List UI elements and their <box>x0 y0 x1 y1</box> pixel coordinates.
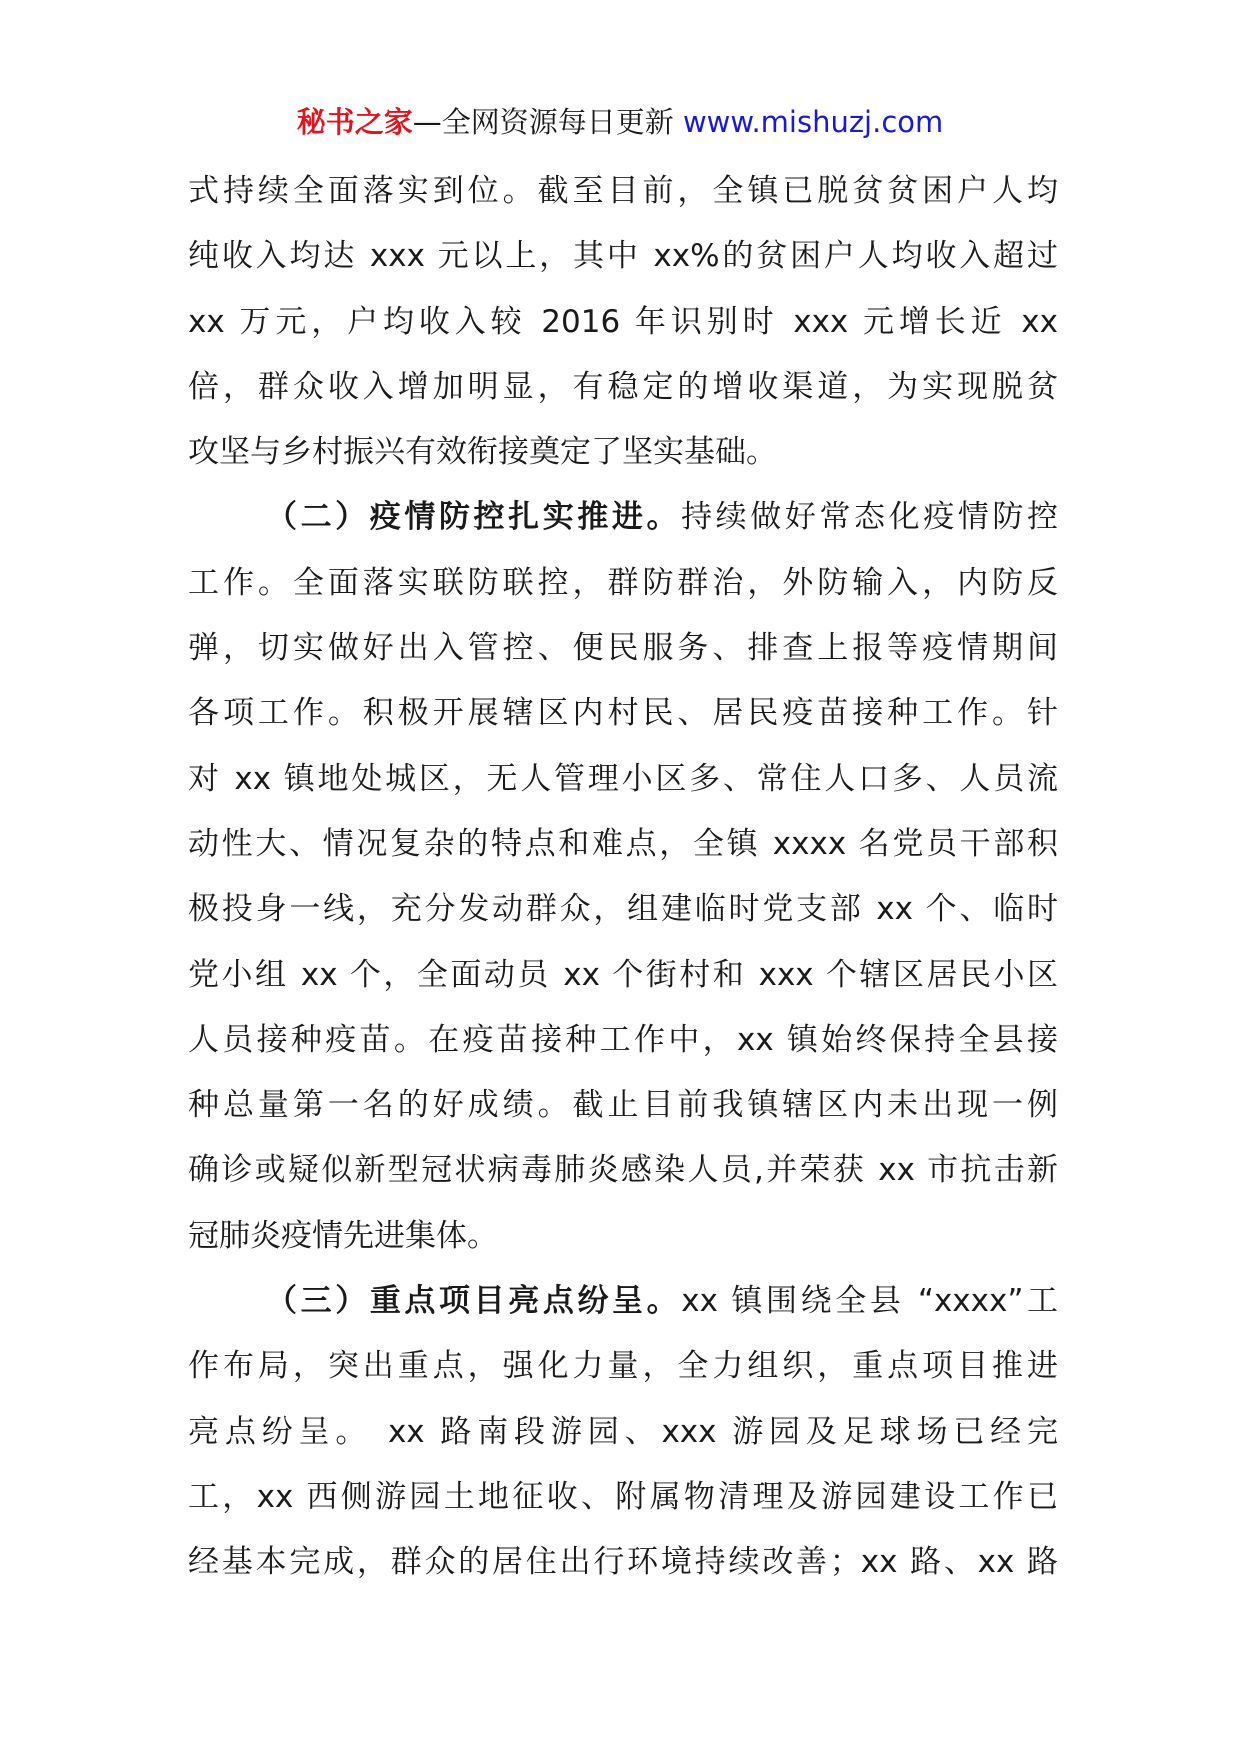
text-line <box>188 1073 1058 1138</box>
text-line <box>188 420 1058 485</box>
document-body <box>188 159 1058 1596</box>
line-text: 工作。全面落实联防联控，群防群治，外防输入，内防反 <box>188 564 1058 601</box>
text-line <box>188 747 1058 812</box>
text-line <box>188 1400 1058 1465</box>
section-heading: （二）疫情防控扎实推进。 <box>266 499 682 536</box>
line-text: 纯收入均达 xxx 元以上，其中 xx%的贫困户人均收入超过 <box>188 238 1058 275</box>
line-text: 种总量第一名的好成绩。截止目前我镇辖区内未出现一例 <box>188 1087 1058 1124</box>
line-text: 冠肺炎疫情先进集体。 <box>188 1217 498 1254</box>
text-line <box>188 1008 1058 1073</box>
text-line <box>188 1465 1058 1530</box>
text-line <box>188 224 1058 289</box>
text-line <box>188 355 1058 420</box>
site-header <box>0 100 1240 144</box>
line-text: 确诊或疑似新型冠状病毒肺炎感染人员,并荣获 xx 市抗击新 <box>188 1152 1058 1189</box>
line-text: 弹，切实做好出入管控、便民服务、排查上报等疫情期间 <box>188 630 1058 667</box>
brand-name: 秘书之家 <box>296 105 413 139</box>
line-text: 极投身一线，充分发动群众，组建临时党支部 xx 个、临时 <box>188 891 1058 928</box>
line-text: 式持续全面落实到位。截至目前，全镇已脱贫贫困户人均 <box>188 173 1058 209</box>
line-text: 动性大、情况复杂的特点和难点，全镇 xxxx 名党员干部积 <box>188 825 1058 862</box>
text-line <box>188 1138 1058 1203</box>
text-line <box>188 1204 1058 1269</box>
line-text: 党小组 xx 个，全面动员 xx 个街村和 xxx 个辖区居民小区 <box>188 956 1058 993</box>
section-heading: （三）重点项目亮点纷呈。 <box>266 1283 682 1320</box>
text-line <box>188 1530 1058 1595</box>
section-heading-line <box>188 485 1058 550</box>
text-line <box>188 812 1058 877</box>
text-line <box>188 551 1058 616</box>
text-line <box>188 616 1058 681</box>
line-text: 经基本完成，群众的居住出行环境持续改善；xx 路、xx 路 <box>188 1544 1058 1581</box>
text-line <box>188 159 1058 224</box>
line-text: 倍，群众收入增加明显，有稳定的增收渠道，为实现脱贫 <box>188 368 1058 405</box>
header-tagline: —全网资源每日更新 <box>412 105 674 139</box>
text-line <box>188 877 1058 942</box>
site-url-link[interactable]: www.mishuzj.com <box>682 105 944 139</box>
line-text: 人员接种疫苗。在疫苗接种工作中，xx 镇始终保持全县接 <box>188 1021 1058 1058</box>
line-text: 工，xx 西侧游园土地征收、附属物清理及游园建设工作已 <box>188 1478 1058 1515</box>
line-text: 各项工作。积极开展辖区内村民、居民疫苗接种工作。针 <box>188 695 1058 732</box>
line-text: 攻坚与乡村振兴有效衔接奠定了坚实基础。 <box>188 434 777 471</box>
text-line <box>188 1334 1058 1399</box>
text-line <box>188 681 1058 746</box>
line-text: 作布局，突出重点，强化力量，全力组织，重点项目推进 <box>188 1348 1058 1385</box>
line-text: xx 镇围绕全县 “xxxx”工 <box>681 1283 1059 1320</box>
text-line <box>188 943 1058 1008</box>
line-text: 持续做好常态化疫情防控 <box>681 499 1059 536</box>
line-text: 对 xx 镇地处城区，无人管理小区多、常住人口多、人员流 <box>188 760 1058 797</box>
line-text: 亮点纷呈。 xx 路南段游园、xxx 游园及足球场已经完 <box>188 1413 1058 1450</box>
text-line <box>188 290 1058 355</box>
section-heading-line <box>188 1269 1058 1334</box>
line-text: xx 万元，户均收入较 2016 年识别时 xxx 元增长近 xx <box>188 303 1058 340</box>
